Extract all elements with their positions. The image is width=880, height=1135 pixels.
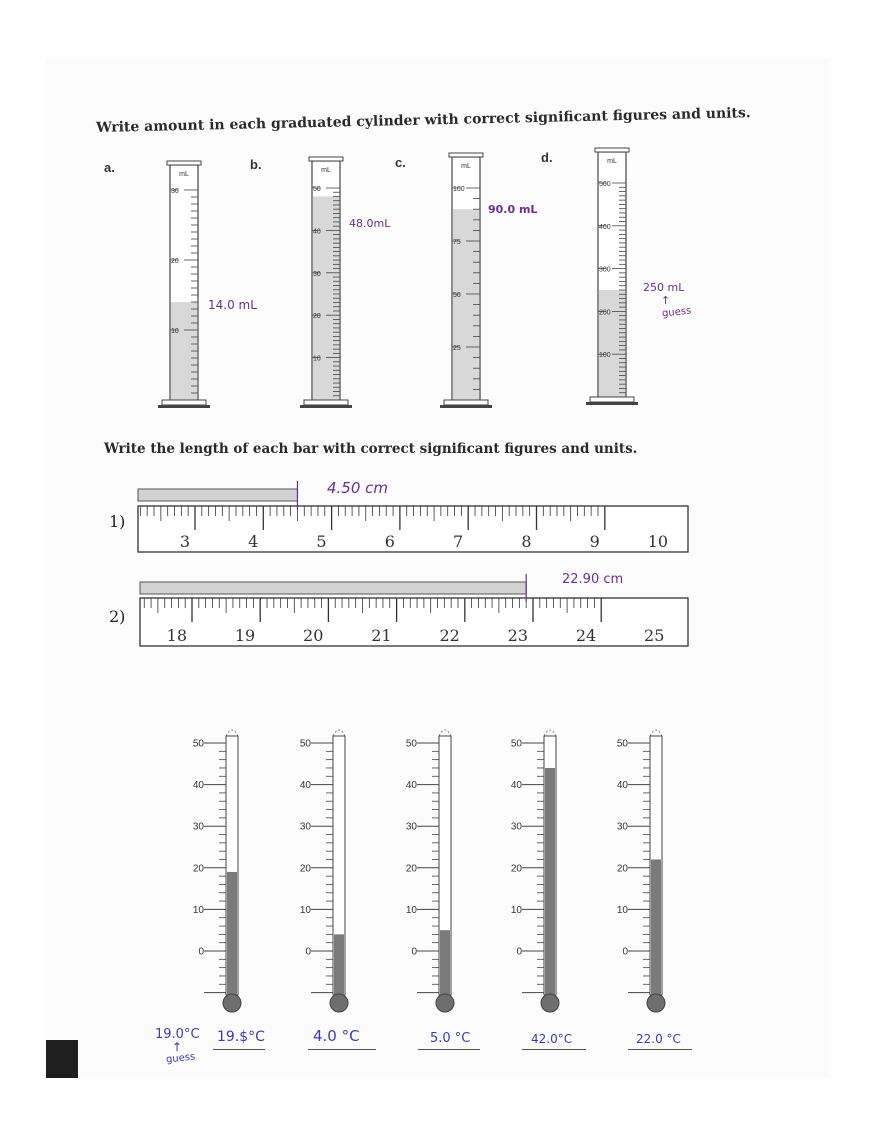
extra-note-guess: guess [165,1051,196,1066]
cylinder-b-letter: b. [250,157,262,172]
cylinder-foot [586,402,638,405]
cylinder-value-label: 400 [599,223,611,231]
cylinder-base [444,400,488,405]
ruler-number: 24 [575,626,597,645]
ruler-number: 25 [644,626,665,645]
cylinder-liquid [599,290,625,397]
thermometer-label: 10 [192,904,204,916]
thermometer-liquid [334,934,344,995]
thermometer-bulb [541,994,559,1012]
thermometer-label: 20 [405,863,417,875]
ruler-number: 6 [384,532,395,551]
answer-line-3 [418,1049,480,1050]
ruler-number: 3 [179,532,190,551]
cylinder-value-label: 300 [599,266,611,274]
extra-note-text: 19.0°C [155,1027,200,1042]
thermometer-label: 0 [622,946,628,958]
thermometer-label: 10 [299,904,311,916]
graduated-cylinder-a [158,161,210,408]
cylinder-foot [440,405,492,408]
ruler-number: 19 [234,626,256,645]
ruler-body [138,506,688,552]
cylinder-value-label: 30 [171,188,179,195]
answer-line-4 [522,1049,586,1050]
thermometer-liquid [545,768,555,995]
ruler-number: 8 [521,532,532,551]
ruler-number: 20 [303,626,324,645]
cylinder-value-label: 10 [171,328,179,335]
thermometer-5 [617,730,665,1012]
ruler-number: 22 [439,626,460,645]
thermometer-label: 0 [198,946,204,958]
cylinder-c-answer: 90.0 mL [488,203,538,216]
thermometer-cap [650,730,662,736]
thermometer-label: 50 [299,738,311,750]
cylinder-value-label: 50 [453,292,461,299]
thermometer-label: 20 [299,863,311,875]
cylinder-lip [167,161,201,165]
thermometer-bulb [330,994,348,1012]
thermometer-3 [406,730,454,1012]
thermometer-liquid [651,859,661,995]
thermometer-label: 0 [411,946,417,958]
thermometer-5-answer: 22.0 °C [636,1032,681,1046]
thermometer-label: 20 [192,863,204,875]
extra-note-arrow: ↑ [172,1040,183,1054]
cylinder-value-label: 10 [313,355,321,363]
cylinder-unit-label: mL [461,163,471,170]
measured-bar [138,489,297,501]
thermometer-label: 20 [510,863,522,875]
thermometer-bulb [223,994,241,1012]
measured-bar [140,582,526,594]
thermometer-cap [333,730,345,736]
cylinder-value-label: 200 [599,309,611,317]
cylinder-value-label: 500 [599,181,611,188]
thermometer-label: 0 [516,946,522,958]
ruler-number: 21 [371,626,392,645]
thermometer-1 [193,730,241,1012]
thermometer-label: 40 [510,780,522,792]
ruler-number: 23 [507,626,528,645]
cylinder-d-letter: d. [541,150,553,165]
thermometer-2 [300,730,348,1012]
cylinder-d-note: guess [661,305,692,320]
cylinder-value-label: 20 [313,313,321,321]
ruler-number: 7 [453,532,464,551]
thermometer-label: 40 [192,780,204,792]
ruler-number: 9 [589,532,600,551]
thermometer-2-answer: 4.0 °C [313,1027,360,1045]
thermometer-label: 50 [616,738,628,750]
thermometer-3-answer: 5.0 °C [430,1031,471,1046]
thermometer-4 [511,730,559,1012]
thermometer-label: 10 [405,904,417,916]
thermometer-label: 30 [192,821,204,833]
cylinder-foot [158,405,210,408]
ruler-1-answer: 4.50 cm [327,479,389,497]
cylinder-value-label: 30 [313,270,321,278]
thermometer-label: 30 [510,821,522,833]
thermometer-label: 30 [616,821,628,833]
cylinder-unit-label: mL [321,167,331,174]
graduated-cylinder-d [586,148,638,405]
thermometer-label: 10 [616,904,628,916]
thermometer-label: 30 [299,821,311,833]
bar-heading: Write the length of each bar with correct significant figures and units. [104,441,638,457]
graduated-cylinder-b [300,157,352,408]
cylinder-a-letter: a. [104,160,115,175]
thermometer-cap [226,730,238,736]
thermometer-label: 50 [510,738,522,750]
thermometer-label: 30 [405,821,417,833]
ruler-number: 18 [166,626,187,645]
cylinder-d-answer: 250 mL [643,281,685,294]
cylinder-foot [300,405,352,408]
cylinder-b-answer: 48.0mL [349,217,391,230]
ruler-2-answer: 22.90 cm [562,572,624,587]
thermometer-cap [544,730,556,736]
thermometer-label: 10 [510,904,522,916]
cylinder-value-label: 100 [599,352,611,360]
ruler-body [140,598,688,646]
cylinder-lip [449,153,483,157]
thermometer-4-answer: 42.0°C [531,1032,573,1046]
cylinder-d-arrow: ↑ [661,294,671,307]
thermometer-label: 0 [305,946,311,958]
thermometer-liquid [440,930,450,995]
thermometer-label: 40 [616,780,628,792]
thermometer-label: 50 [192,738,204,750]
thermometer-liquid [227,872,237,995]
answer-line-2 [308,1049,376,1050]
answer-line-1 [213,1049,265,1050]
cylinder-value-label: 50 [313,186,321,193]
cylinder-c-letter: c. [395,155,406,170]
cylinder-lip [309,157,343,161]
cylinder-value-label: 75 [453,239,461,246]
thermometer-bulb [436,994,454,1012]
cylinder-lip [595,148,629,152]
answer-line-5 [628,1049,692,1050]
thermometer-label: 40 [405,780,417,792]
ruler-2-label: 2) [109,607,126,626]
ruler-1 [138,481,688,552]
ruler-number: 5 [316,532,327,551]
cylinder-heading: Write amount in each graduated cylinder with correct significant figures and units. [96,105,751,136]
cylinder-value-label: 25 [453,345,461,352]
cylinder-unit-label: mL [607,158,617,165]
thermometer-bulb [647,994,665,1012]
thermometer-label: 40 [299,780,311,792]
cylinder-unit-label: mL [179,171,189,178]
ruler-1-label: 1) [109,512,126,531]
cylinder-value-label: 100 [453,186,465,193]
cylinder-value-label: 40 [313,228,321,236]
graduated-cylinder-c [440,153,492,408]
thermometer-cap [439,730,451,736]
thermometer-label: 20 [616,863,628,875]
ruler-number: 10 [647,532,669,551]
ruler-number: 4 [248,532,259,551]
thermometer-label: 50 [405,738,417,750]
cylinder-base [162,400,206,405]
cylinder-base [304,400,348,405]
cylinder-base [590,397,634,402]
cylinder-value-label: 20 [171,258,179,265]
cylinder-a-answer: 14.0 mL [208,298,257,312]
thermometer-1-answer: 19.$°C [217,1029,265,1045]
